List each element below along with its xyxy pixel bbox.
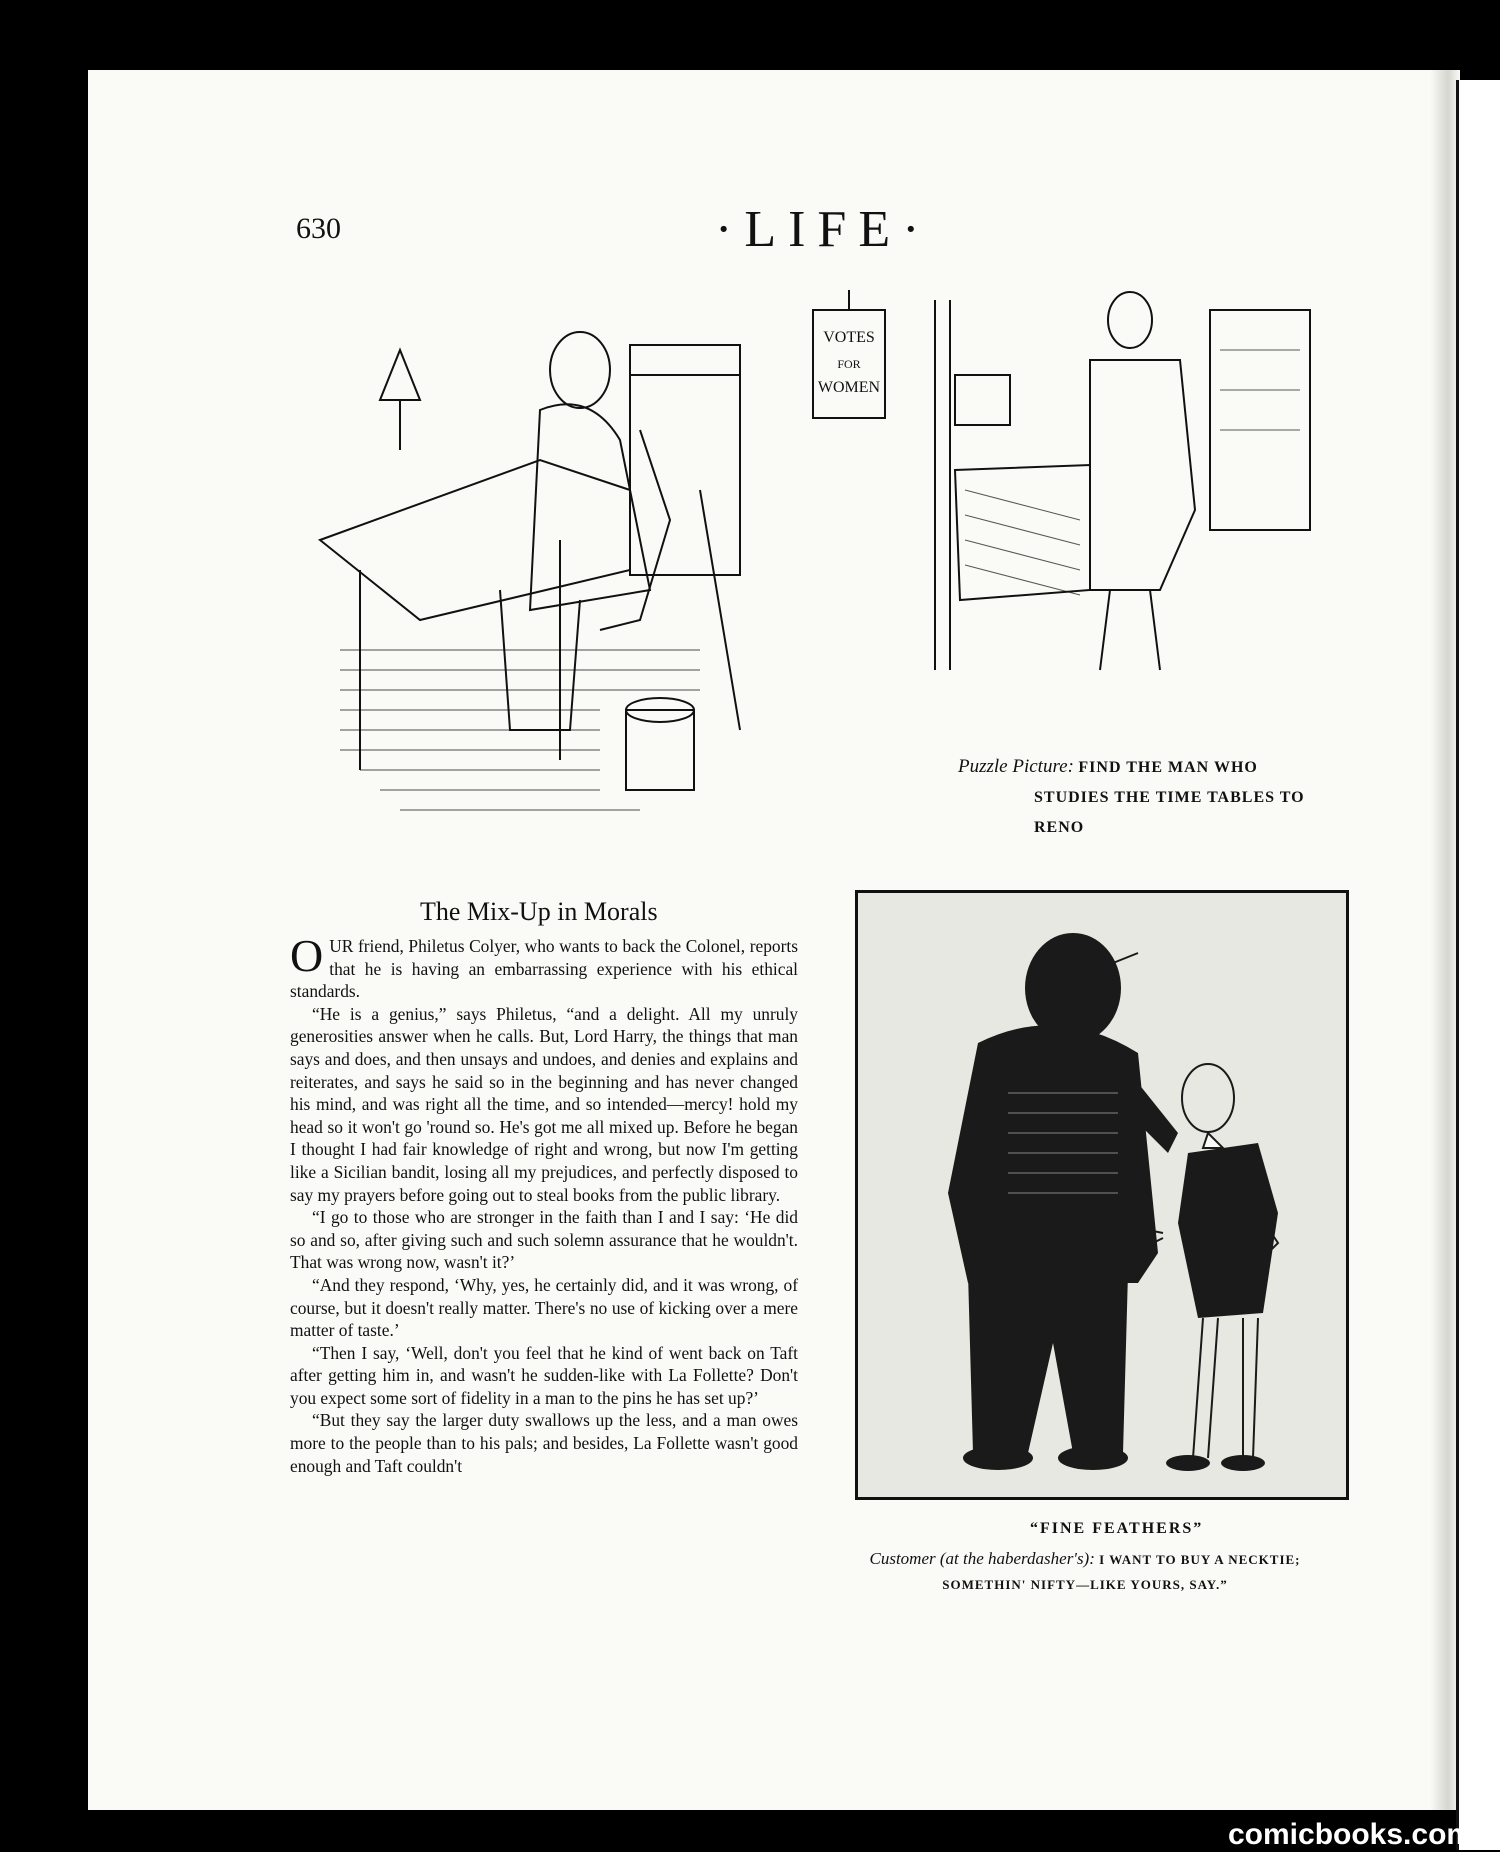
cartoon-caption-lead: Customer (at the haberdasher's):	[869, 1549, 1095, 1568]
article-paragraph: “And they respond, ‘Why, yes, he certainly did, and it was wrong, of course, but it doesn't really matter. There's no use of kicking over a mere matter of taste.’	[290, 1274, 798, 1341]
sign-line-2: FOR	[837, 357, 861, 371]
site-watermark: comicbooks.com	[1228, 1818, 1474, 1851]
cartoon-caption	[850, 1547, 1320, 1597]
cartoon-caption-rest: I WANT TO BUY A NECKTIE; SOMETHIN' NIFTY—LIKE YOURS, SAY.”	[942, 1552, 1301, 1592]
sign-line-3: WOMEN	[817, 379, 881, 396]
sign-line-1: VOTES	[823, 329, 875, 346]
puzzle-caption-line-2	[958, 782, 1318, 842]
drop-cap: O	[290, 930, 324, 981]
puzzle-caption-rest-2: STUDIES THE TIME TABLES TO RENO	[1034, 789, 1305, 836]
masthead-title: ·LIFE·	[715, 201, 932, 258]
article-paragraph: “But they say the larger duty swallows up the less, and a man owes more to the people than to his pals; and besides, La Follette wasn't good enough and Taft couldn't	[290, 1410, 798, 1476]
fine-feathers-cartoon	[855, 890, 1349, 1500]
puzzle-caption-line-1	[958, 752, 1318, 782]
facing-page-edge	[1456, 80, 1500, 1850]
cartoon-drawing	[858, 893, 1346, 1497]
puzzle-caption-lead: Puzzle Picture:	[958, 756, 1074, 777]
article-paragraph: “Then I say, ‘Well, don't you feel that he kind of went back on Taft after getting him in, and wasn't he sudden-like with La Follette? Don't you expect some sort of fidelity in a man to the pins he has set up?’	[290, 1342, 798, 1408]
article-body	[290, 930, 798, 1477]
page-number: 630	[296, 212, 341, 245]
cartoon-title: “FINE FEATHERS”	[1030, 1520, 1204, 1537]
article-paragraph: OUR friend, Philetus Colyer, who wants to back the Colonel, reports that he is having an embarrassing experience with his ethical standards.	[290, 930, 798, 1002]
article-title: The Mix-Up in Morals	[420, 897, 658, 926]
puzzle-caption-rest-1: FIND THE MAN WHO	[1078, 759, 1258, 776]
article-paragraph: “I go to those who are stronger in the faith than I and I say: ‘He did so and so, after giving such and such solemn assurance that he wouldn't. That was wrong now, wasn't it?’	[290, 1207, 798, 1273]
puzzle-caption	[958, 752, 1318, 842]
article-paragraph: “He is a genius,” says Philetus, “and a delight. All my unruly generosities answer when he calls. But, Lord Harry, the things that man says and does, and then unsays and undoes, and denies and explains and reiterates, and says he said so in the beginning and has never changed his mind, and was right all the time, and so intended—mercy! hold my head so it won't go 'round so. He's got me all mixed up. Before he began I thought I had fair knowledge of right and wrong, but now I'm getting like a Sicilian bandit, losing all my prejudices, and perfectly disposed to say my prayers before going out to steal books from the public library.	[290, 1003, 798, 1205]
